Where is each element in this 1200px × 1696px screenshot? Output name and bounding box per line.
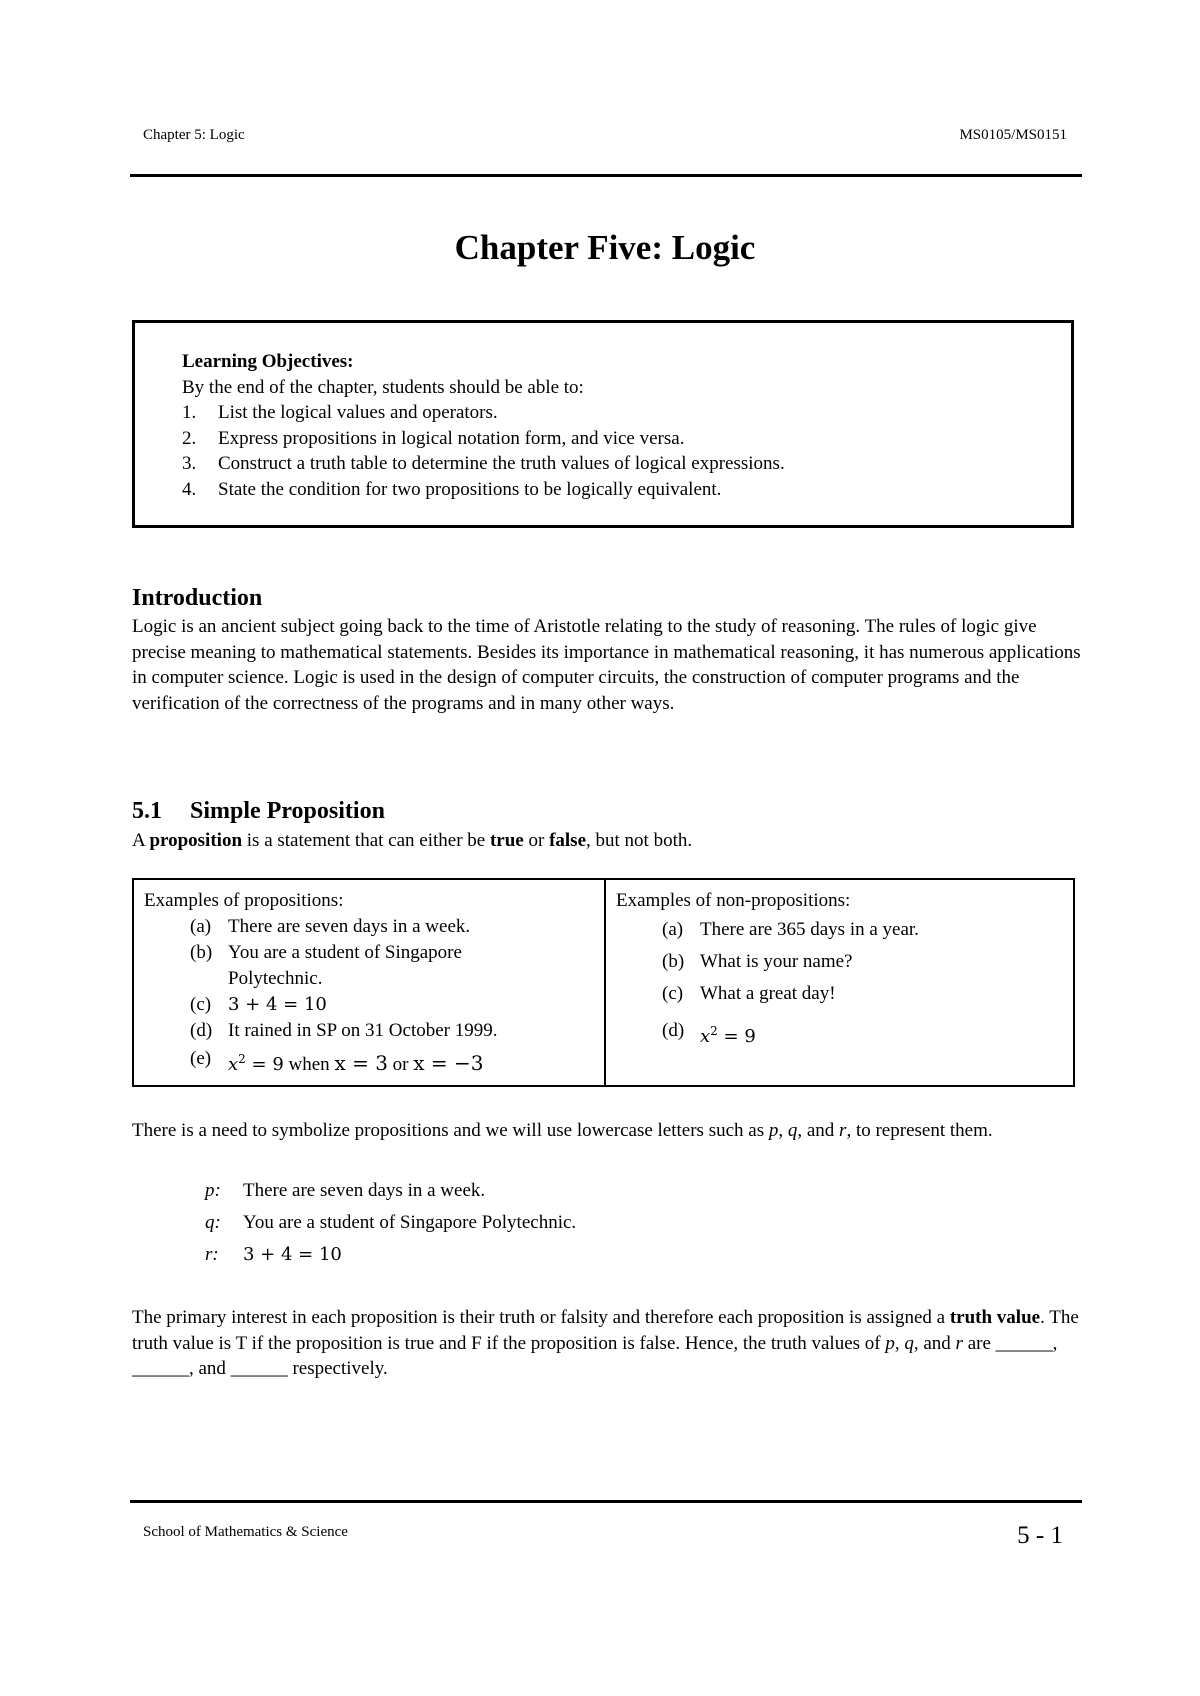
list-item: (e) $x^2 = 9$ when x = 3 or x = −3 xyxy=(190,1048,484,1075)
objective-item: 4. State the condition for two propositions to be logically equivalent. xyxy=(182,478,722,500)
section-number: 5.1 xyxy=(132,798,162,824)
objectives-list xyxy=(182,400,785,502)
symbolize-paragraph: There is a need to symbolize propositions and we will use lowercase letters such as p, q, and r, to represent them. xyxy=(132,1120,993,1141)
examples-table xyxy=(132,878,1075,1087)
page-number: 5 - 1 xyxy=(1017,1522,1063,1549)
list-item: q: You are a student of Singapore Polytechnic. xyxy=(205,1212,577,1233)
introduction-paragraph: Logic is an ancient subject going back to the time of Aristotle relating to the study of reasoning. The rules of logic give precise meaning to mathematical statements. Besides its importance in mathematical reasoning, it has numerous applications in computer science. Logic is used in the design of computer circuits, the construction of computer programs and the verification of the correctness of the programs and in many other ways. xyxy=(132,616,1081,714)
section-heading xyxy=(132,798,385,825)
column-heading: Examples of propositions: xyxy=(144,890,344,911)
header-rule xyxy=(130,174,1082,177)
list-item: (c) What a great day! xyxy=(662,983,836,1004)
list-item: r: 3 + 4 = 10 xyxy=(205,1244,342,1265)
table-divider xyxy=(604,880,606,1085)
learning-objectives-box xyxy=(132,320,1074,528)
list-item: (b) What is your name? xyxy=(662,951,853,972)
column-heading: Examples of non-propositions: xyxy=(616,890,851,911)
footer-school: School of Mathematics & Science xyxy=(143,1524,348,1540)
list-item: (b) You are a student of Singapore Polytechnic. xyxy=(190,942,462,989)
header-module-code: MS0105/MS0151 xyxy=(959,127,1067,143)
list-item: (c) 3 + 4 = 10 xyxy=(190,994,327,1015)
truth-value-paragraph: The primary interest in each proposition is their truth or falsity and therefore each proposition is assigned a truth value. The truth value is T if the proposition is true and F if the proposition is false. Hence, the truth values of p, q, and r are ______, ______, and ______ respectively. xyxy=(132,1307,1079,1379)
answer-blank: ______ xyxy=(230,1358,288,1379)
header-chapter: Chapter 5: Logic xyxy=(143,127,245,143)
list-item: (d) It rained in SP on 31 October 1999. xyxy=(190,1020,498,1041)
list-item: p: There are seven days in a week. xyxy=(205,1180,486,1201)
answer-blank: ______ xyxy=(995,1332,1053,1354)
propositions-column xyxy=(144,888,594,1080)
objectives-heading: Learning Objectives: xyxy=(182,351,354,372)
objective-item: 2. Express propositions in logical notation form, and vice versa. xyxy=(182,427,685,449)
list-item: (d) $x^2 = 9$ xyxy=(662,1020,756,1047)
list-item: (a) There are 365 days in a year. xyxy=(662,919,919,940)
answer-blank: ______ xyxy=(132,1358,189,1379)
footer-rule xyxy=(130,1500,1082,1503)
list-item: (a) There are seven days in a week. xyxy=(190,916,471,937)
page-title: Chapter Five: Logic xyxy=(454,228,756,267)
objectives-intro: By the end of the chapter, students should be able to: xyxy=(182,376,584,398)
objective-item: 3. Construct a truth table to determine the truth values of logical expressions. xyxy=(182,453,785,474)
introduction-heading: Introduction xyxy=(132,585,263,611)
objective-item: 1. List the logical values and operators. xyxy=(182,402,498,423)
symbol-list xyxy=(205,1175,576,1271)
non-propositions-column xyxy=(616,888,1066,1058)
proposition-definition: A proposition is a statement that can either be true or false, but not both. xyxy=(132,830,693,851)
section-title: Simple Proposition xyxy=(190,798,385,824)
